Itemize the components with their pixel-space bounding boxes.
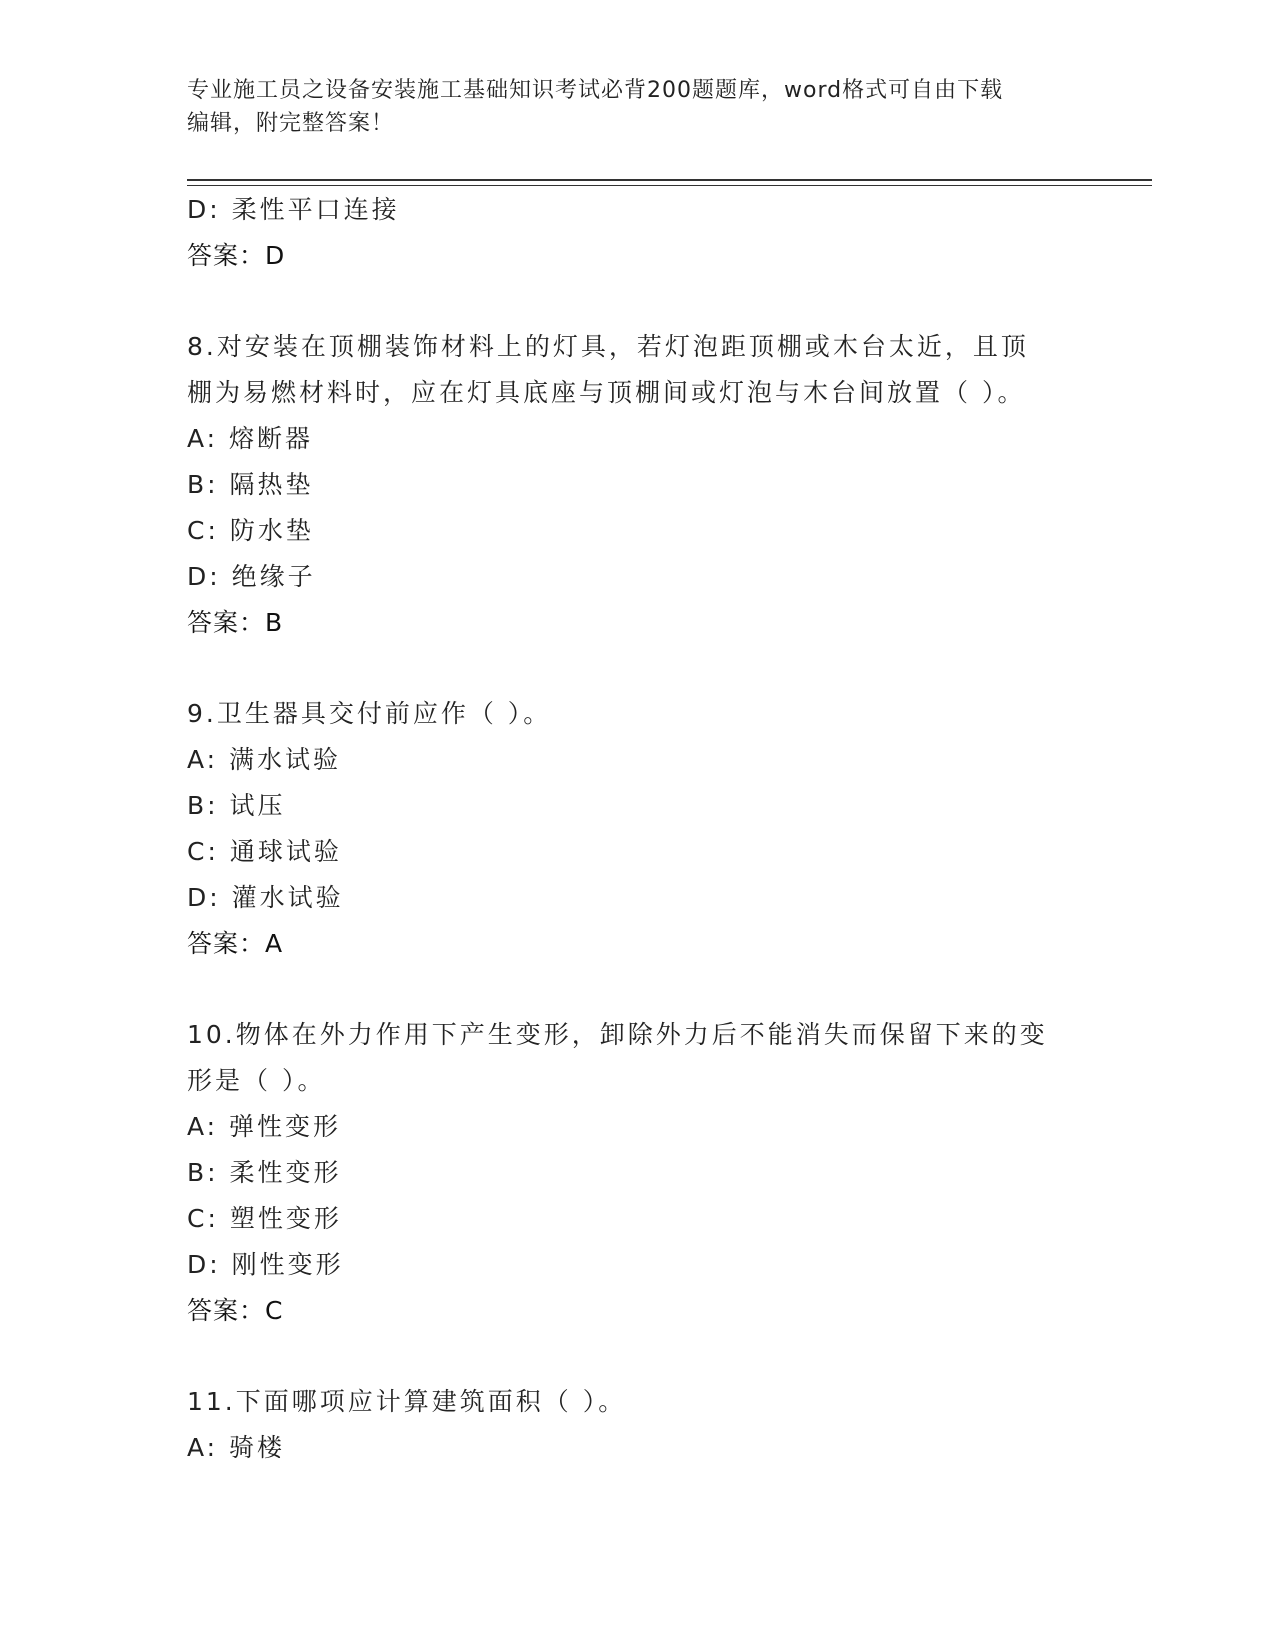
option-line: A: 熔断器 [187, 424, 314, 453]
option-line: B: 柔性变形 [187, 1158, 342, 1187]
option-line: D: 绝缘子 [187, 562, 316, 591]
answer-line: 答案：C [187, 1296, 284, 1325]
option-line: D: 柔性平口连接 [187, 195, 400, 224]
question-block [187, 324, 1087, 646]
header-line-1: 专业施工员之设备安装施工基础知识考试必背200题题库，word格式可自由下载 [187, 78, 1004, 103]
header-rule-thin [187, 185, 1152, 186]
block-spacer [187, 279, 1087, 324]
block-spacer [187, 1334, 1087, 1379]
question-text: 10.物体在外力作用下产生变形，卸除外力后不能消失而保留下来的变 [187, 1020, 1048, 1049]
answer-line: 答案：D [187, 241, 286, 270]
question-text: 9.卫生器具交付前应作（ ）。 [187, 699, 552, 728]
question-text: 棚为易燃材料时，应在灯具底座与顶棚间或灯泡与木台间放置（ ）。 [187, 378, 1026, 407]
question-block [187, 1379, 1087, 1471]
header-line-2: 编辑，附完整答案！ [187, 111, 395, 136]
answer-line: 答案：A [187, 929, 284, 958]
option-line: C: 通球试验 [187, 837, 342, 866]
option-line: A: 弹性变形 [187, 1112, 342, 1141]
block-spacer [187, 967, 1087, 1012]
question-text: 形是（ ）。 [187, 1066, 326, 1095]
option-line: B: 隔热垫 [187, 470, 314, 499]
answer-line: 答案：B [187, 608, 284, 637]
question-text: 8.对安装在顶棚装饰材料上的灯具，若灯泡距顶棚或木台太近，且顶 [187, 332, 1029, 361]
option-line: C: 塑性变形 [187, 1204, 342, 1233]
question-text: 11.下面哪项应计算建筑面积（ ）。 [187, 1387, 627, 1416]
option-line: D: 灌水试验 [187, 883, 344, 912]
option-line: D: 刚性变形 [187, 1250, 344, 1279]
header-rule-thick [187, 179, 1152, 181]
option-line: B: 试压 [187, 791, 286, 820]
question-list [187, 187, 1087, 1471]
option-line: A: 骑楼 [187, 1433, 286, 1462]
option-line: A: 满水试验 [187, 745, 342, 774]
question-block [187, 691, 1087, 967]
question-block [187, 187, 1087, 279]
option-line: C: 防水垫 [187, 516, 314, 545]
block-spacer [187, 646, 1087, 691]
document-header [187, 74, 1077, 140]
question-block [187, 1012, 1087, 1334]
